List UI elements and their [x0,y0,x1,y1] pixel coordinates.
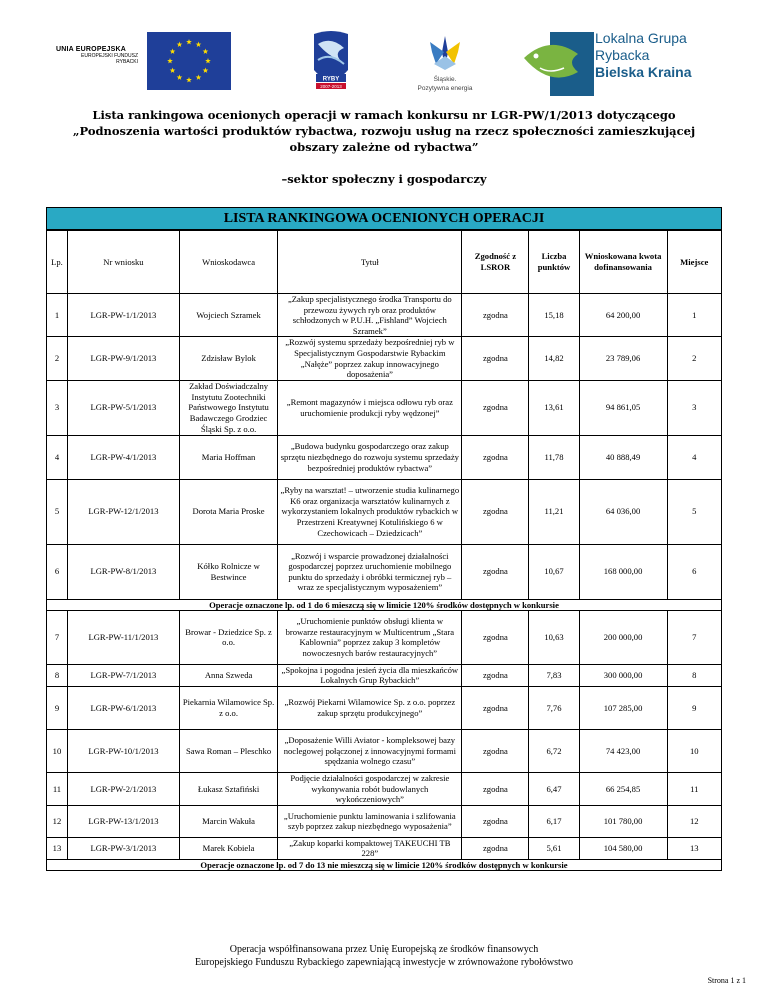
lgr-line3: Bielska Kraina [595,64,692,80]
cell-kwota: 74 423,00 [579,729,667,772]
document-header [60,107,708,187]
fish-logo-icon [520,28,594,96]
cell-punkty: 10,67 [529,544,579,599]
cell-wnioskodawca: Wojciech Szramek [179,294,277,337]
cell-nr-wniosku: LGR-PW-10/1/2013 [67,729,179,772]
ranking-table [46,230,722,871]
cell-zgodnosc: zgodna [462,664,529,686]
cell-punkty: 11,21 [529,479,579,544]
cell-zgodnosc: zgodna [462,544,529,599]
cell-punkty: 11,78 [529,435,579,479]
cell-lp: 8 [47,664,68,686]
cell-punkty: 10,63 [529,610,579,664]
cell-tytul: „Rozwój Piekarni Wilamowice Sp. z o.o. poprzez zakup sprzętu produkcyjnego” [278,686,462,729]
note-row-2 [47,859,722,870]
slaskie-logo [400,30,490,96]
cell-zgodnosc: zgodna [462,686,529,729]
col-nr-wniosku: Nr wniosku [67,231,179,294]
cell-miejsce: 12 [667,805,721,837]
cell-miejsce: 6 [667,544,721,599]
cell-wnioskodawca: Anna Szweda [179,664,277,686]
cell-miejsce: 4 [667,435,721,479]
col-miejsce: Miejsce [667,231,721,294]
cell-punkty: 13,61 [529,380,579,435]
table-row [47,610,722,664]
cell-nr-wniosku: LGR-PW-5/1/2013 [67,380,179,435]
cell-lp: 6 [47,544,68,599]
cell-tytul: „Spokojna i pogodna jesień życia dla mieszkańców Lokalnych Grup Rybackich” [278,664,462,686]
table-body-group2 [47,610,722,859]
cell-kwota: 200 000,00 [579,610,667,664]
cell-tytul: „Doposażenie Willi Aviator - kompleksowej bazy noclegowej połączonej z innowacyjnymi formami spędzania wolnego czasu” [278,729,462,772]
cell-zgodnosc: zgodna [462,610,529,664]
col-wnioskodawca: Wnioskodawca [179,231,277,294]
cell-punkty: 6,47 [529,772,579,805]
cell-zgodnosc: zgodna [462,337,529,380]
table-row [47,544,722,599]
table-row [47,729,722,772]
cell-wnioskodawca: Łukasz Sztafiński [179,772,277,805]
col-lp: Lp. [47,231,68,294]
cell-kwota: 23 789,06 [579,337,667,380]
table-banner: LISTA RANKINGOWA OCENIONYCH OPERACJI [46,207,722,230]
cell-kwota: 66 254,85 [579,772,667,805]
cell-nr-wniosku: LGR-PW-2/1/2013 [67,772,179,805]
cell-miejsce: 8 [667,664,721,686]
cell-kwota: 107 285,00 [579,686,667,729]
lgr-line1: Lokalna Grupa [595,30,687,46]
cell-miejsce: 3 [667,380,721,435]
cell-lp: 11 [47,772,68,805]
table-row [47,805,722,837]
cell-kwota: 104 580,00 [579,837,667,859]
ranking-table-wrapper [46,207,722,871]
cell-lp: 3 [47,380,68,435]
cell-wnioskodawca: Zdzisław Bylok [179,337,277,380]
cell-tytul: „Zakup koparki kompaktowej TAKEUCHI TB 228” [278,837,462,859]
table-row [47,772,722,805]
footer-line1: Operacja współfinansowana przez Unię Europejską ze środków finansowych [229,944,539,955]
cell-wnioskodawca: Marcin Wakuła [179,805,277,837]
table-row [47,294,722,337]
cell-nr-wniosku: LGR-PW-3/1/2013 [67,837,179,859]
cell-lp: 12 [47,805,68,837]
eu-line1: UNIA EUROPEJSKA [56,46,127,53]
cell-punkty: 6,72 [529,729,579,772]
cell-lp: 9 [47,686,68,729]
cell-miejsce: 2 [667,337,721,380]
table-header-row [47,231,722,294]
cell-wnioskodawca: Zakład Doświadczalny Instytutu Zootechniki Państwowego Instytutu Badawczego Grodziec Śląski Sp. z o.o. [179,380,277,435]
cell-wnioskodawca: Sawa Roman – Pleschko [179,729,277,772]
cell-nr-wniosku: LGR-PW-6/1/2013 [67,686,179,729]
cell-nr-wniosku: LGR-PW-9/1/2013 [67,337,179,380]
header-subtitle: –sektor społeczny i gospodarczy [281,172,487,186]
cell-lp: 7 [47,610,68,664]
cell-tytul: „Uruchomienie punktów obsługi klienta w browarze restauracyjnym w Multicentrum „Stara Kablownia” poprzez zakup 3 kompletów nowoczesnych barów restauracyjnych” [278,610,462,664]
cell-kwota: 300 000,00 [579,664,667,686]
cell-punkty: 7,76 [529,686,579,729]
lgr-name [595,30,692,81]
col-punkty: Liczba punktów [529,231,579,294]
cell-miejsce: 1 [667,294,721,337]
note-2: Operacje oznaczone lp. od 7 do 13 nie mieszczą się w limicie 120% środków dostępnych w konkursie [47,859,722,870]
eu-flag-icon [147,32,231,90]
cell-kwota: 101 780,00 [579,805,667,837]
eu-logo-text [56,46,138,65]
table-row [47,686,722,729]
cell-lp: 13 [47,837,68,859]
ryby-text: RYBY [322,76,340,83]
cell-zgodnosc: zgodna [462,380,529,435]
cell-zgodnosc: zgodna [462,294,529,337]
col-kwota: Wnioskowana kwota dofinansowania [579,231,667,294]
cell-wnioskodawca: Browar - Dziedzice Sp. z o.o. [179,610,277,664]
table-row [47,479,722,544]
cell-miejsce: 7 [667,610,721,664]
header-line1: Lista rankingowa ocenionych operacji w ramach konkursu nr LGR-PW/1/2013 dotyczącego [92,108,676,122]
cell-nr-wniosku: LGR-PW-4/1/2013 [67,435,179,479]
cell-lp: 2 [47,337,68,380]
cell-tytul: „Zakup specjalistycznego środka Transportu do przewozu żywych ryb oraz produktów schłodzonych w P.U.H. „Fishland” Wojciech Szramek” [278,294,462,337]
table-row [47,837,722,859]
cell-punkty: 7,83 [529,664,579,686]
cell-lp: 10 [47,729,68,772]
cell-tytul: „Uruchomienie punktu laminowania i szlifowania szyb poprzez zakup niezbędnego wyposażenia” [278,805,462,837]
cell-miejsce: 11 [667,772,721,805]
cell-kwota: 64 036,00 [579,479,667,544]
cell-miejsce: 13 [667,837,721,859]
cell-nr-wniosku: LGR-PW-13/1/2013 [67,805,179,837]
cell-miejsce: 10 [667,729,721,772]
cell-wnioskodawca: Dorota Maria Proske [179,479,277,544]
cell-zgodnosc: zgodna [462,805,529,837]
cell-kwota: 40 888,49 [579,435,667,479]
footer [0,943,768,969]
cell-wnioskodawca: Kółko Rolnicze w Bestwince [179,544,277,599]
cell-tytul: „Budowa budynku gospodarczego oraz zakup sprzętu niezbędnego do rozwoju systemu sprzedaży bezpośredniej produktów rybactwa” [278,435,462,479]
cell-kwota: 168 000,00 [579,544,667,599]
cell-punkty: 15,18 [529,294,579,337]
slaskie-line1: Śląskie. [433,76,457,83]
cell-nr-wniosku: LGR-PW-7/1/2013 [67,664,179,686]
cell-tytul: „Rozwój i wsparcie prowadzonej działalności gospodarczej poprzez uruchomienie mobilnego punktu do sprzedaży i obróbki termicznej ryb – wraz ze specjalistycznym wyposażeniem” [278,544,462,599]
cell-lp: 5 [47,479,68,544]
lgr-line2: Rybacka [595,47,650,63]
cell-tytul: „Ryby na warsztat! – utworzenie studia kulinarnego K6 oraz organizacja warsztatów kulinarnych z wykorzystaniem lokalnych produktów rybackich w Przestrzeni Kreatywnej Kotulińskiego 6 w Czechowicach – Dziedzicach” [278,479,462,544]
cell-wnioskodawca: Piekarnia Wilamowice Sp. z o.o. [179,686,277,729]
table-row [47,435,722,479]
header-line3: obszary zależne od rybactwa” [289,140,479,154]
cell-zgodnosc: zgodna [462,479,529,544]
slaskie-line2: Pozytywna energia [417,85,473,92]
table-body-group1 [47,294,722,600]
table-row [47,664,722,686]
col-zgodnosc: Zgodność z LSROR [462,231,529,294]
eu-line2: EUROPEJSKI FUNDUSZ [81,53,138,59]
cell-tytul: „Remont magazynów i miejsca odłowu ryb oraz uruchomienie produkcji ryby wędzonej” [278,380,462,435]
cell-lp: 1 [47,294,68,337]
table-row [47,337,722,380]
ryby-years: 2007-2013 [320,84,342,89]
footer-line2: Europejskiego Funduszu Rybackiego zapewniającą inwestycje w zrównoważone rybołówstwo [194,957,574,968]
lgr-logo [520,28,720,98]
logo-strip [0,18,768,92]
ryby-logo-icon [310,30,352,94]
eu-line3: RYBACKI [116,59,138,65]
header-line2: „Podnoszenia wartości produktów rybactwa, rozwoju usług na rzecz społeczności zamieszkującej [72,124,696,138]
table-row [47,380,722,435]
cell-tytul: „Rozwój systemu sprzedaży bezpośredniej ryb w Specjalistycznym Gospodarstwie Rybackim „Nałęże” poprzez zakup innowacyjnego doposażenia” [278,337,462,380]
cell-kwota: 94 861,05 [579,380,667,435]
slaskie-emblem-icon [400,30,490,76]
cell-miejsce: 9 [667,686,721,729]
cell-zgodnosc: zgodna [462,772,529,805]
note-row-1 [47,599,722,610]
cell-miejsce: 5 [667,479,721,544]
cell-zgodnosc: zgodna [462,837,529,859]
cell-zgodnosc: zgodna [462,729,529,772]
cell-tytul: Podjęcie działalności gospodarczej w zakresie wykonywania robót budowlanych wykończeniowych” [278,772,462,805]
cell-punkty: 5,61 [529,837,579,859]
cell-nr-wniosku: LGR-PW-11/1/2013 [67,610,179,664]
cell-lp: 4 [47,435,68,479]
cell-punkty: 14,82 [529,337,579,380]
cell-nr-wniosku: LGR-PW-8/1/2013 [67,544,179,599]
col-tytul: Tytuł [278,231,462,294]
cell-wnioskodawca: Marek Kobiela [179,837,277,859]
note-1: Operacje oznaczone lp. od 1 do 6 mieszczą się w limicie 120% środków dostępnych w konkursie [47,599,722,610]
cell-nr-wniosku: LGR-PW-1/1/2013 [67,294,179,337]
cell-kwota: 64 200,00 [579,294,667,337]
cell-punkty: 6,17 [529,805,579,837]
cell-zgodnosc: zgodna [462,435,529,479]
cell-wnioskodawca: Maria Hoffman [179,435,277,479]
page-number: Strona 1 z 1 [707,976,746,985]
cell-nr-wniosku: LGR-PW-12/1/2013 [67,479,179,544]
